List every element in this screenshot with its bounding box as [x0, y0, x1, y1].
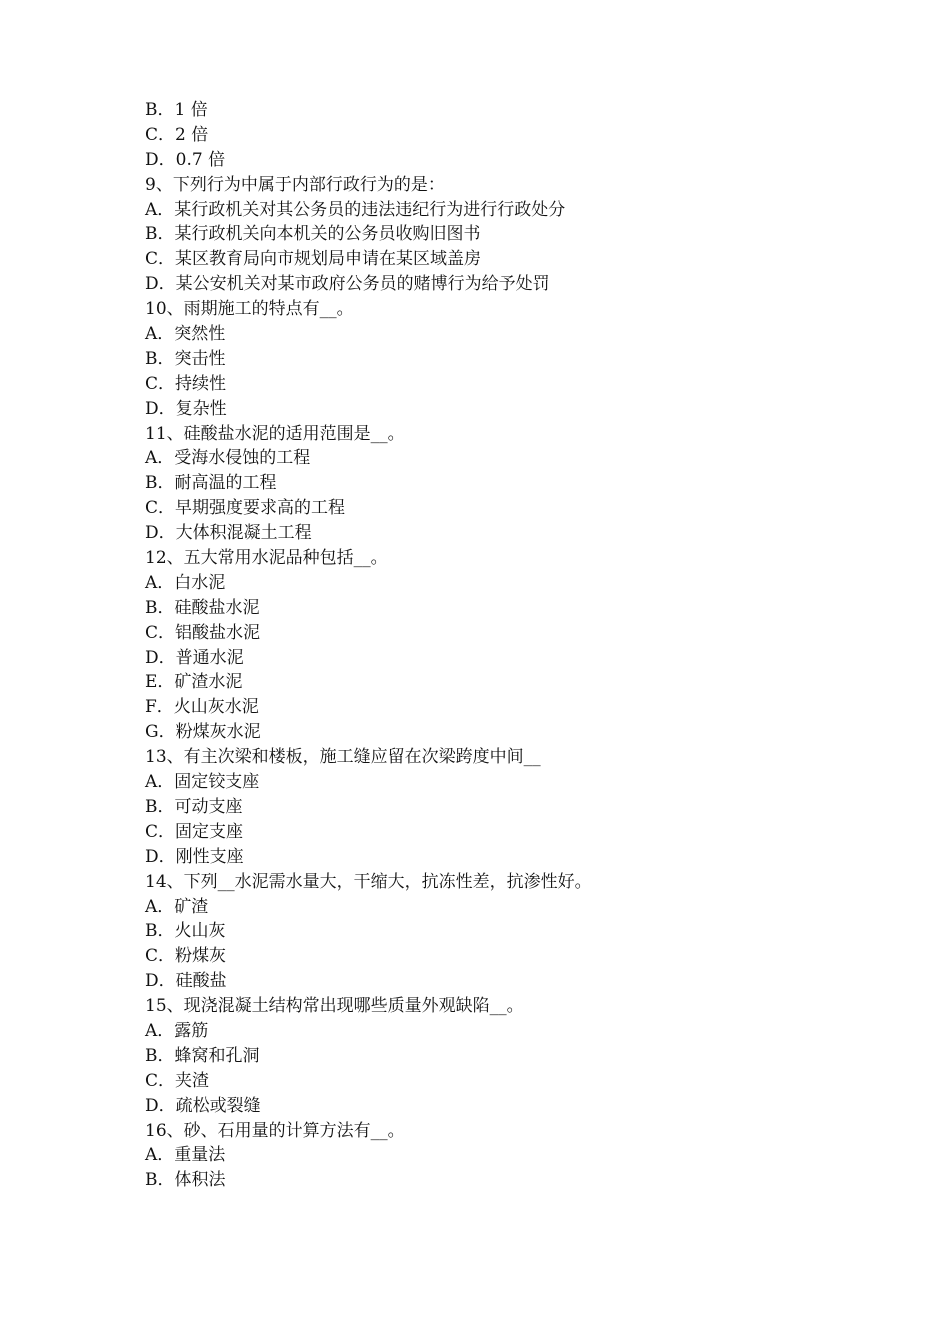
question-line: 12、五大常用水泥品种包括__。 [145, 548, 388, 569]
option-line: G．粉煤灰水泥 [145, 722, 261, 743]
option-line: D．普通水泥 [145, 647, 244, 668]
option-line: D．刚性支座 [145, 846, 244, 867]
option-line: E．矿渣水泥 [145, 672, 243, 693]
option-line: C．2 倍 [145, 124, 209, 145]
question-line: 14、下列__水泥需水量大，干缩大，抗冻性差，抗渗性好。 [145, 871, 592, 892]
option-line: B．体积法 [145, 1170, 226, 1191]
option-line: C．早期强度要求高的工程 [145, 498, 346, 519]
question-line: 11、硅酸盐水泥的适用范围是__。 [145, 423, 405, 444]
option-line: A．白水泥 [145, 572, 226, 593]
option-line: B．可动支座 [145, 796, 243, 817]
option-line: A．矿渣 [145, 896, 209, 917]
option-line: D．硅酸盐 [145, 971, 227, 992]
option-line: B．耐高温的工程 [145, 473, 277, 494]
option-line: D．复杂性 [145, 398, 227, 419]
option-line: D．疏松或裂缝 [145, 1095, 261, 1116]
question-line: 16、砂、石用量的计算方法有__。 [145, 1120, 405, 1141]
option-line: A．露筋 [145, 1020, 209, 1041]
option-line: D．某公安机关对某市政府公务员的赌博行为给予处罚 [145, 274, 550, 295]
option-line: B．硅酸盐水泥 [145, 597, 260, 618]
question-line: 13、有主次梁和楼板，施工缝应留在次梁跨度中间__ [145, 747, 541, 768]
option-line: C．夹渣 [145, 1070, 210, 1091]
option-line: C．固定支座 [145, 821, 244, 842]
option-line: A．某行政机关对其公务员的违法违纪行为进行行政处分 [145, 199, 566, 220]
question-line: 10、雨期施工的特点有__。 [145, 299, 354, 320]
option-line: C．持续性 [145, 373, 227, 394]
document-body [145, 98, 845, 1193]
question-line: 15、现浇混凝土结构常出现哪些质量外观缺陷__。 [145, 996, 524, 1017]
option-line: B．突击性 [145, 348, 226, 369]
option-line: C．某区教育局向市规划局申请在某区域盖房 [145, 249, 482, 270]
option-line: B．火山灰 [145, 921, 226, 942]
question-line: 9、下列行为中属于内部行政行为的是： [145, 174, 445, 195]
option-line: A．固定铰支座 [145, 772, 260, 793]
option-line: B．1 倍 [145, 100, 208, 120]
option-line: D．大体积混凝土工程 [145, 523, 312, 544]
option-line: B．某行政机关向本机关的公务员收购旧图书 [145, 224, 481, 245]
option-line: D．0.7 倍 [145, 149, 226, 170]
option-line: B．蜂窝和孔洞 [145, 1045, 260, 1066]
option-line: A．受海水侵蚀的工程 [145, 448, 311, 469]
option-line: F．火山灰水泥 [145, 697, 259, 718]
option-line: A．重量法 [145, 1145, 226, 1166]
option-line: A．突然性 [145, 324, 226, 345]
option-line: C．铝酸盐水泥 [145, 622, 261, 643]
option-line: C．粉煤灰 [145, 946, 227, 967]
